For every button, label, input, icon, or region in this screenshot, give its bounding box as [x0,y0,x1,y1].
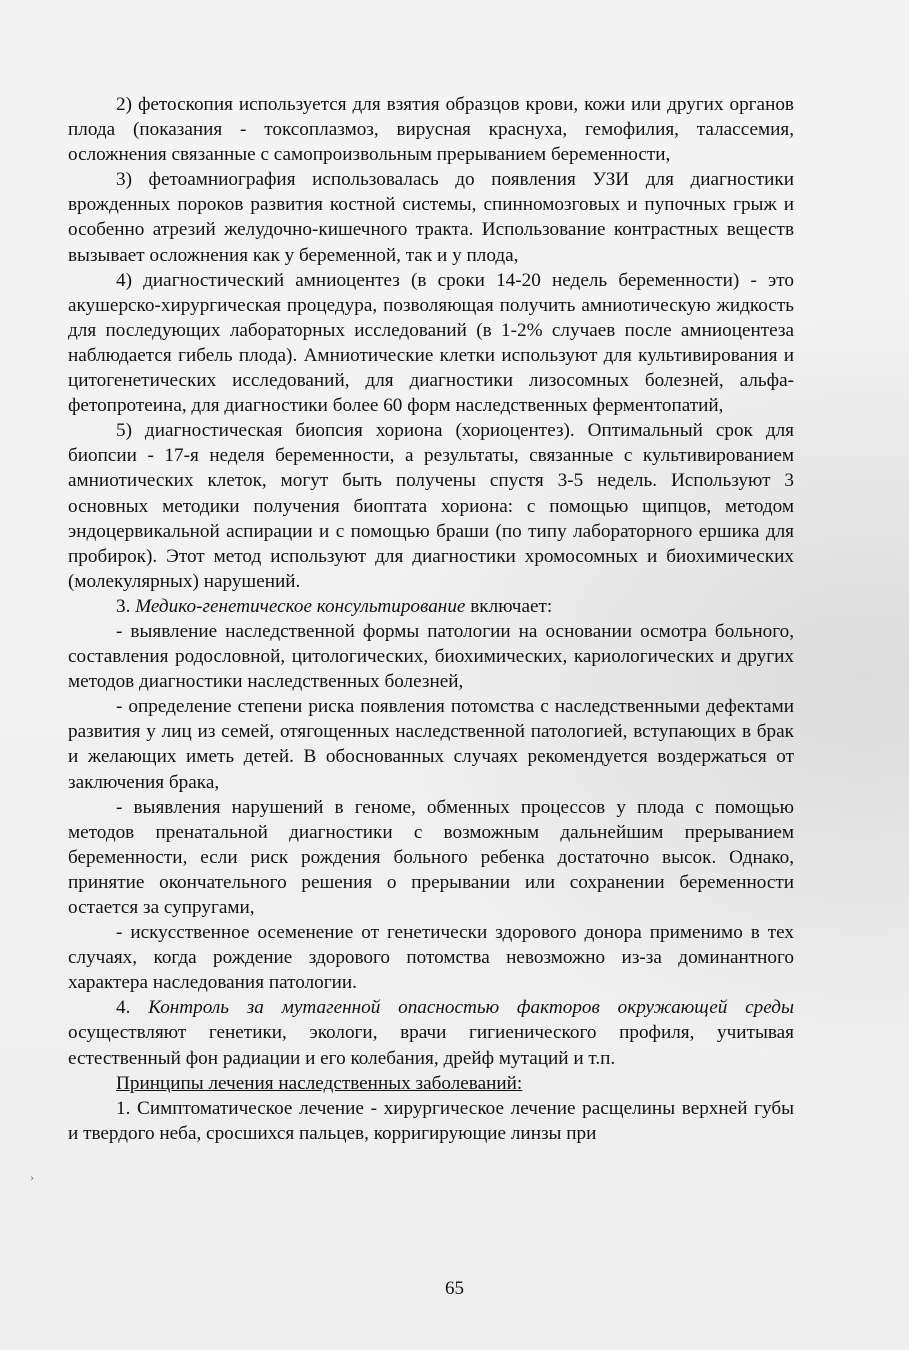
paragraph-amniocentesis: 4) диагностический амниоцентез (в сроки 14-20 недель беременности) - это акушерско-хирургическая процедура, позволяющая получить амниотическую жидкость для последующих лабораторных исследований (в 1-2% случаев после амниоцентеза наблюдается гибель плода). Амниотические клетки используют для культивирования и цитогенетических исследований, для диагностики лизосомных болезней, альфа-фетопротеина, для диагностики более 60 форм наследственных ферментопатий, [68,269,794,417]
paragraph-genome-disorders: - выявления нарушений в геноме, обменных процессов у плода с помощью методов пренатальной диагностики с возможным дальнейшим прерыванием беременности, если риск рождения больного ребенка достаточно высок. Однако, принятие окончательного решения о прерывании или сохранении беременности остается за супругами, [68,796,794,918]
margin-mark: › [30,1170,34,1184]
section-number: 3. [116,595,136,617]
heading-suffix: включает: [465,595,553,617]
page-body-text [68,92,794,1146]
paragraph-risk-assessment: - определение степени риска появления потомства с наследственными дефектами развития у лиц из семей, отягощенных наследственной патологией, вступающих в брак и желающих иметь детей. В обоснованных случаях рекомендуется воздержаться от заключения брака, [68,696,794,793]
paragraph-fetoscopy: 2) фетоскопия используется для взятия образцов крови, кожи или других органов плода (показания - токсоплазмоз, вирусная краснуха, гемофилия, талассемия, осложнения связанные с самопроизвольным прерыванием беременности, [68,94,794,166]
page-number: 65 [445,1278,464,1299]
underlined-heading: Принципы лечения наследственных заболеваний: [116,1072,523,1094]
paragraph-detection-of-pathology: - выявление наследственной формы патологии на основании осмотра больного, составления родословной, цитологических, биохимических, кариологических и других методов диагностики наследственных болезней, [68,620,794,693]
section-number: 4. [116,997,149,1019]
paragraph-continuation: осуществляют генетики, экологи, врачи гигиенического профиля, учитывая естественный фон радиации и его колебания, дрейф мутаций и т.п. [68,1022,794,1069]
emphasized-term: Контроль за мутагенной опасностью факторов окружающей среды [148,997,795,1019]
paragraph-fetoamniography: 3) фетоамниография использовалась до появления УЗИ для диагностики врожденных пороков развития костной системы, спинномозговых и пупочных грыж и особенно атрезий желудочно-кишечного тракта. Использование контрастных веществ вызывает осложнения как у беременной, так и у плода, [68,169,794,266]
paragraph-genetic-counseling-heading [68,594,794,619]
paragraph-chorion-biopsy: 5) диагностическая биопсия хориона (хориоцентез). Оптимальный срок для биопсии - 17-я неделя беременности, а результаты, связанные с культивированием амниотических клеток, могут быть получены спустя 3-5 недель. Используют 3 основных методики получения биоптата хориона: с помощью щипцов, методом эндоцервикальной аспирации и с помощью браши (по типу лабораторного ершика для пробирок). Этот метод используют для диагностики хромосомных и биохимических (молекулярных) нарушений. [68,420,794,592]
section-heading-treatment-principles [68,1071,794,1096]
paragraph-artificial-insemination: - искусственное осеменение от генетически здорового донора применимо в тех случаях, когда рождение здорового потомства невозможно из-за доминантного характера наследования патологии. [68,922,794,994]
emphasized-term: Медико-генетическое консультирование [135,595,466,617]
paragraph-symptomatic-treatment: 1. Симптоматическое лечение - хирургическое лечение расщелины верхней губы и твердого неба, сросшихся пальцев, корригирующие линзы при [68,1097,794,1144]
paragraph-mutagen-control [68,995,794,1070]
